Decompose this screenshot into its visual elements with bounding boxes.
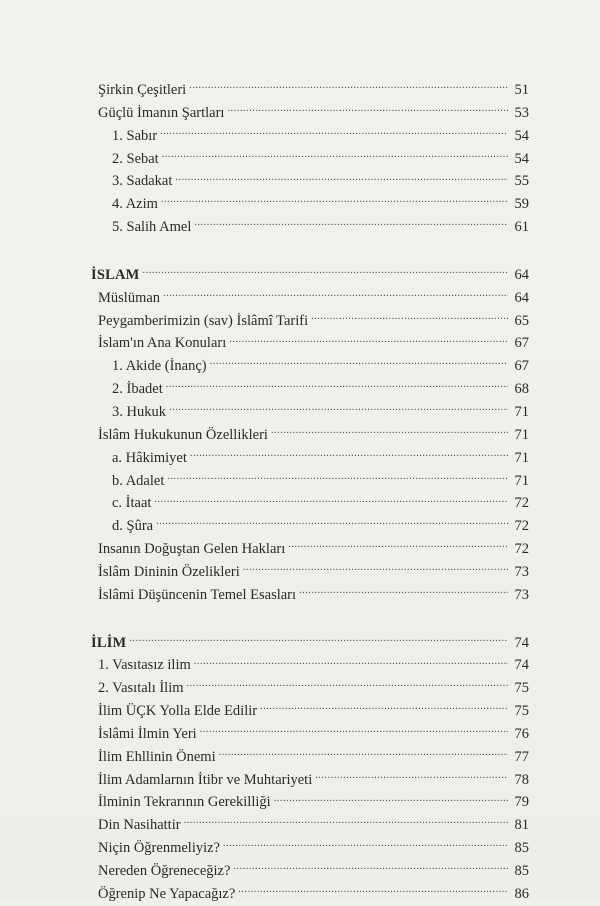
dot-leader [227,103,508,117]
dot-leader [210,356,508,370]
toc-entry [91,723,529,746]
toc-entry-title: 5. Salih Amel [112,219,192,236]
toc-entry [91,492,529,515]
toc-page-number: 61 [514,219,529,236]
toc-section [91,632,529,906]
toc-entry [91,424,529,447]
toc-entry-title: Güçlü İmanın Şartları [98,104,225,121]
toc-entry-title: İslâmi İlmin Yeri [98,725,197,742]
toc-page-number: 76 [514,725,529,742]
toc-entry [91,470,529,493]
dot-leader [167,471,508,485]
dot-leader [274,792,508,806]
toc-entry-title: Öğrenip Ne Yapacağız? [98,885,236,902]
toc-entry-title: b. Adalet [112,472,165,489]
toc-entry-title: İlminin Tekrarının Gerekilliği [98,794,271,811]
toc-entry [91,170,529,193]
dot-leader [238,884,508,898]
toc-entry [91,561,529,584]
toc-entry-title: İslâmi Düşüncenin Temel Esasları [98,586,297,603]
toc-entry-title: c. İtaat [112,495,152,512]
dot-leader [129,633,508,647]
toc-entry-title: 2. Sebat [112,150,159,167]
toc-entry [91,700,529,723]
toc-entry-title: İlim Ehllinin Önemi [98,748,216,765]
dot-leader [154,493,508,507]
toc-entry-title: a. Hâkimiyet [112,449,187,466]
toc-page-number: 73 [514,563,529,580]
toc-entry-title: İslâm Hukukunun Özellikleri [98,426,268,443]
toc-entry-title: Müslüman [98,289,161,306]
toc-page-number: 68 [514,381,529,398]
toc-entry [91,79,529,102]
toc-entry-title: Niçin Öğrenmeliyiz? [98,840,220,857]
toc-entry [91,584,529,607]
toc-page-number: 72 [514,541,529,558]
toc-entry-title: 1. Akide (İnanç) [112,358,207,375]
dot-leader [194,655,508,669]
toc-entry-title: 1. Sabır [112,127,158,144]
dot-leader [184,815,508,829]
toc-page-number: 75 [514,680,529,697]
toc-entry-title: İlim ÜÇK Yolla Elde Edilir [98,703,258,720]
toc-entry [91,310,529,333]
dot-leader [189,80,508,94]
dot-leader [243,562,508,576]
toc-entry [91,332,529,355]
toc-chapter-heading [91,264,529,287]
toc-entry [91,287,529,310]
toc-page-number: 86 [514,885,529,902]
toc-entry [91,447,529,470]
dot-leader [271,425,508,439]
toc-page-number: 71 [514,426,529,443]
dot-leader [169,402,508,416]
toc-entry [91,860,529,883]
toc-page-number: 72 [514,495,529,512]
toc-page-number: 78 [514,771,529,788]
dot-leader [219,747,508,761]
toc-entry-title: 3. Hukuk [112,403,166,420]
dot-leader [200,724,508,738]
toc-page-number: 65 [514,312,529,329]
toc-entry-title: 4. Azim [112,196,158,213]
toc-entry [91,837,529,860]
toc-page-number: 67 [514,335,529,352]
toc-page-number: 85 [514,863,529,879]
toc-page-number: 59 [514,196,529,213]
dot-leader [311,311,508,325]
toc-page-number: 51 [514,82,529,98]
toc-chapter-heading [91,632,529,655]
toc-entry-title: İLİM [91,634,127,651]
toc-entry [91,791,529,814]
toc-entry [91,401,529,424]
toc-entry-title: 3. Sadakat [112,173,173,190]
dot-leader [229,333,508,347]
toc-entry-title: İslam'ın Ana Konuları [98,335,227,352]
toc-entry [91,515,529,538]
toc-entry [91,883,529,906]
toc-section [91,79,529,239]
dot-leader [166,379,508,393]
dot-leader [161,194,508,208]
toc-entry [91,538,529,561]
toc-entry-title: Din Nasihattir [98,817,181,834]
dot-leader [260,701,508,715]
toc-page-number: 71 [514,403,529,420]
toc-section [91,264,529,607]
toc-page-number: 55 [514,173,529,190]
dot-leader [175,171,508,185]
toc-entry-title: d. Şûra [112,518,154,535]
dot-leader [187,678,508,692]
dot-leader [194,217,508,231]
dot-leader [143,265,508,279]
dot-leader [288,539,508,553]
dot-leader [223,838,508,852]
toc-page-number: 54 [514,127,529,144]
toc-entry-title: İlim Adamlarnın İtibr ve Muhtariyeti [98,771,313,788]
toc-entry [91,125,529,148]
toc-entry-title: Şirkin Çeşitleri [98,82,187,98]
toc-entry-title: 1. Vasıtasız ilim [98,657,191,674]
toc-page-number: 81 [514,817,529,834]
toc-page-number: 72 [514,518,529,535]
toc-entry [91,677,529,700]
toc-entry [91,355,529,378]
toc-entry-title: 2. İbadet [112,381,163,398]
dot-leader [190,448,508,462]
toc-page-number: 71 [514,472,529,489]
dot-leader [156,516,508,530]
toc-page-number: 64 [514,266,529,283]
toc-page-number: 71 [514,449,529,466]
toc-page-number: 75 [514,703,529,720]
toc-page-number: 73 [514,586,529,603]
toc-page-number: 74 [514,634,529,651]
table-of-contents [91,79,529,906]
dot-leader [160,126,508,140]
toc-entry-title: 2. Vasıtalı İlim [98,680,184,697]
toc-entry [91,769,529,792]
dot-leader [163,288,508,302]
dot-leader [299,585,508,599]
toc-entry [91,102,529,125]
toc-page-number: 67 [514,358,529,375]
toc-page-number: 74 [514,657,529,674]
dot-leader [162,149,508,163]
toc-entry [91,193,529,216]
toc-page-number: 64 [514,289,529,306]
toc-page-number: 53 [514,104,529,121]
toc-entry [91,814,529,837]
toc-entry [91,148,529,171]
toc-entry [91,216,529,239]
toc-entry-title: İSLAM [91,266,140,283]
toc-entry [91,746,529,769]
toc-entry-title: İslâm Dininin Özelikleri [98,563,240,580]
toc-page-number: 85 [514,840,529,857]
toc-entry-title: Nereden Öğreneceğiz? [98,863,231,879]
toc-entry [91,378,529,401]
toc-entry [91,654,529,677]
toc-page-number: 79 [514,794,529,811]
toc-page-number: 77 [514,748,529,765]
dot-leader [315,770,508,784]
toc-entry-title: Insanın Doğuştan Gelen Hakları [98,541,286,558]
toc-entry-title: Peygamberimizin (sav) İslâmî Tarifi [98,312,309,329]
dot-leader [233,861,508,875]
toc-page-number: 54 [514,150,529,167]
